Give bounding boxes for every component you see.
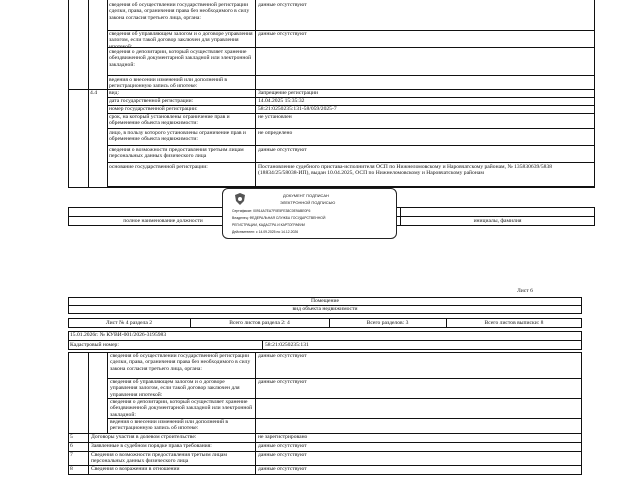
stamp-title: ДОКУМЕНТ ПОДПИСАН <box>283 193 329 198</box>
sheet-label: Лист 6 <box>517 288 533 294</box>
object-caption: вид объекта недвижимости <box>292 306 358 312</box>
stamp-certificate: Сертификат: 00914A7EA7F0E5FE38C0E9ABE0F6 <box>232 209 311 213</box>
row-value: данные отсутствуют <box>258 2 307 8</box>
position-label: полное наименование должности <box>123 218 203 224</box>
row-value: данные отсутствуют <box>258 147 307 153</box>
sheet-info: Лист № 4 раздела 2 <box>105 320 153 326</box>
row-label: лицо, в пользу которого установлены ограничение прав и обременение объекта недвижимости: <box>109 130 246 143</box>
cadastral-value: 58:21:0250235:131 <box>265 342 309 348</box>
row-value: данные отсутствуют <box>258 353 307 359</box>
row-label: сведения об осуществлении государственной регистрации сделки, права, ограничения права без необходимого в силу закона согласия третьего лица, органа: <box>109 2 250 21</box>
stamp-title-2: ЭЛЕКТРОННОЙ ПОДПИСЬЮ <box>280 200 336 205</box>
item-number: 4.4 <box>90 90 97 96</box>
sheet-info: Всего листов раздела 2: 4 <box>229 320 290 326</box>
row-value: данные отсутствуют <box>258 379 307 385</box>
row-value: не зарегистрировано <box>258 434 308 440</box>
cadastral-label: Кадастровый номер: <box>70 342 119 348</box>
row-label: срок, на который установлены ограничение прав и обременение объекта недвижимости: <box>109 114 230 127</box>
row-label: Сведения о возражении в отношении <box>91 466 180 472</box>
object-type: Помещение <box>310 298 339 304</box>
row-label: сведения о депозитарии, который осуществляет хранение обездвиженной документарной закладной или электронной закладной: <box>110 399 253 418</box>
row-label: сведения об управляющем залогом и о договоре управления залогом, если такой договор заключен для управления ипотекой: <box>109 31 253 50</box>
stamp-owner: Владелец: ФЕДЕРАЛЬНАЯ СЛУЖБА ГОСУДАРСТВЕННОЙ <box>232 216 326 220</box>
row-value: Постановление судебного пристава-исполнителя ОСП по Нижнеломовскому и Наровчатскому районам, № 135830639/5838 (18834/25/58038-ИП), выдан 10.04.2025, ОСП по Нижнеломовскому и Наровчатскому районам <box>258 164 553 177</box>
row-label: Сведения о возможности предоставления третьим лицам персональных данных физического лица <box>91 452 227 465</box>
row-label: вид: <box>109 90 120 96</box>
emblem-icon <box>233 192 247 206</box>
sheet-info: Всего разделов: 3 <box>366 320 409 326</box>
row-label: Заявленные в судебном порядке права требования: <box>91 443 212 449</box>
row-label: сведения о депозитарии, который осуществляет хранение обездвиженной документарной закладной или электронной закладной: <box>109 49 252 68</box>
item-number: 8 <box>70 466 73 472</box>
row-value: 14.04.2025 15:35:32 <box>258 98 305 104</box>
extract-date-number: 15.01.2026г. № КУВИ-001/2026-3195983 <box>70 332 167 338</box>
stamp-owner-2: РЕГИСТРАЦИИ, КАДАСТРА И КАРТОГРАФИИ <box>232 223 305 227</box>
electronic-signature-stamp <box>222 188 397 239</box>
row-label: Договоры участия в долевом строительстве: <box>91 434 197 440</box>
name-label: инициалы, фамилия <box>473 218 522 224</box>
item-number: 6 <box>70 443 73 449</box>
row-value: данные отсутствуют <box>258 31 307 37</box>
row-label: основание государственной регистрации: <box>109 164 208 170</box>
row-value: не установлен <box>258 114 292 120</box>
sheet-info: Всего листов выписки: 8 <box>484 320 544 326</box>
item-number: 7 <box>70 452 73 458</box>
row-label: номер государственной регистрации: <box>109 106 198 112</box>
row-label: сведения о возможности предоставления третьим лицам персональных данных физического лица <box>109 147 244 160</box>
row-label: ведения о внесении изменений или дополнений в регистрационную запись об ипотеке: <box>110 419 228 432</box>
row-value: данные отсутствуют <box>258 466 307 472</box>
row-label: сведения об управляющем залогом и о договоре управления залогом, если такой договор заключен для управления ипотекой: <box>110 379 240 398</box>
row-value: Запрещение регистрации <box>258 90 318 96</box>
stamp-validity: Действителен: с 14.09.2025 по 14.12.2026 <box>232 230 299 234</box>
row-value: 58:21:0250235:131-58/059/2025-7 <box>258 106 337 112</box>
item-number: 5 <box>70 434 73 440</box>
row-label: ведения о внесении изменений или дополнений в регистрационную запись об ипотеке: <box>109 77 227 90</box>
row-label: сведения об осуществлении государственной регистрации сделки, права, ограничения права без необходимого в силу закона согласия третьего лица, органа: <box>110 353 251 372</box>
row-value: данные отсутствуют <box>258 452 307 458</box>
divider <box>255 0 256 90</box>
row-label: дата государственной регистрации: <box>109 98 194 104</box>
row-value: данные отсутствуют <box>258 443 307 449</box>
row-value: не определено <box>258 130 293 136</box>
